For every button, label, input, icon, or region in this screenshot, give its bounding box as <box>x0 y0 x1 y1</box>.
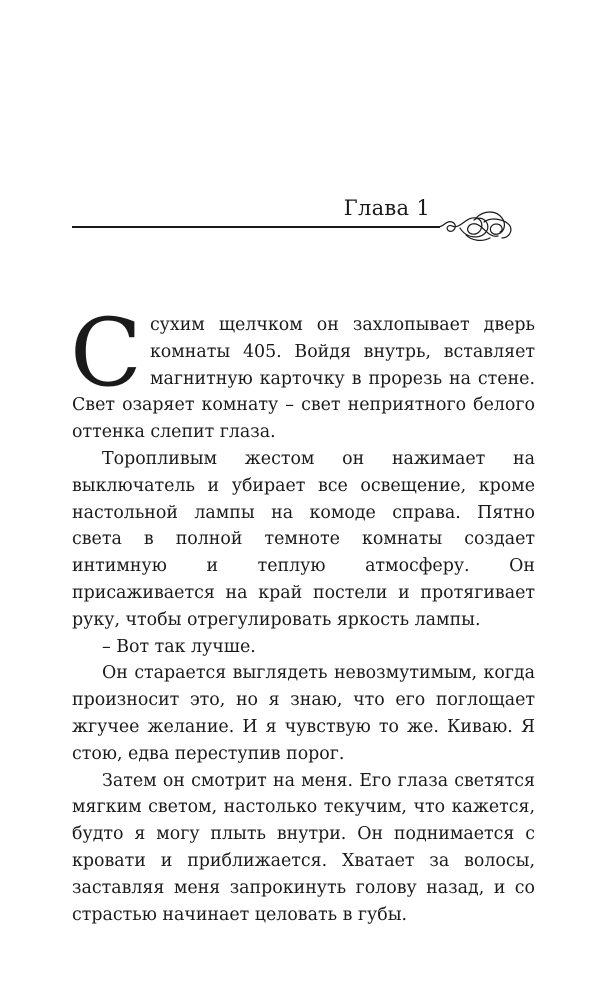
paragraph-2: Торопливым жестом он нажимает на выключатель и убирает все освещение, кроме настольной лампы на комоде справа. Пятно света в полной темноте комнаты создает интимную и теплую атмосферу. Он присаживается на край постели и протягивает руку, чтобы отрегулировать яркость лампы. <box>72 448 535 630</box>
paragraph-4: Он старается выглядеть невозмутимым, когда произносит это, но я знаю, что его поглощает жгучее желание. И я чувствую то же. Киваю. Я стою, едва переступив порог. <box>72 663 535 764</box>
chapter-rule <box>72 226 440 228</box>
chapter-header <box>72 192 542 242</box>
drop-cap: С <box>70 299 142 408</box>
paragraph-5: Затем он смотрит на меня. Его глаза светятся мягким светом, настолько текучим, что кажется, будто я могу плыть внутри. Он поднимается с кровати и приближается. Хватает за волосы, заставляя меня запрокинуть голову назад, и со страстью начинает целовать в губы. <box>72 770 535 925</box>
paragraph-1-text: сухим щелчком он захлопывает дверь комнаты 405. Войдя внутрь, вставляет магнитную карточку в прорезь на стене. Свет озаряет комнату – свет неприятного белого оттенка слепит глаза. <box>72 315 535 443</box>
flourish-ornament-icon <box>436 208 514 244</box>
body-text <box>70 299 535 928</box>
chapter-title: Глава 1 <box>343 196 430 220</box>
paragraph-3: – Вот так лучше. <box>102 636 256 657</box>
paragraph-1 <box>70 299 535 446</box>
